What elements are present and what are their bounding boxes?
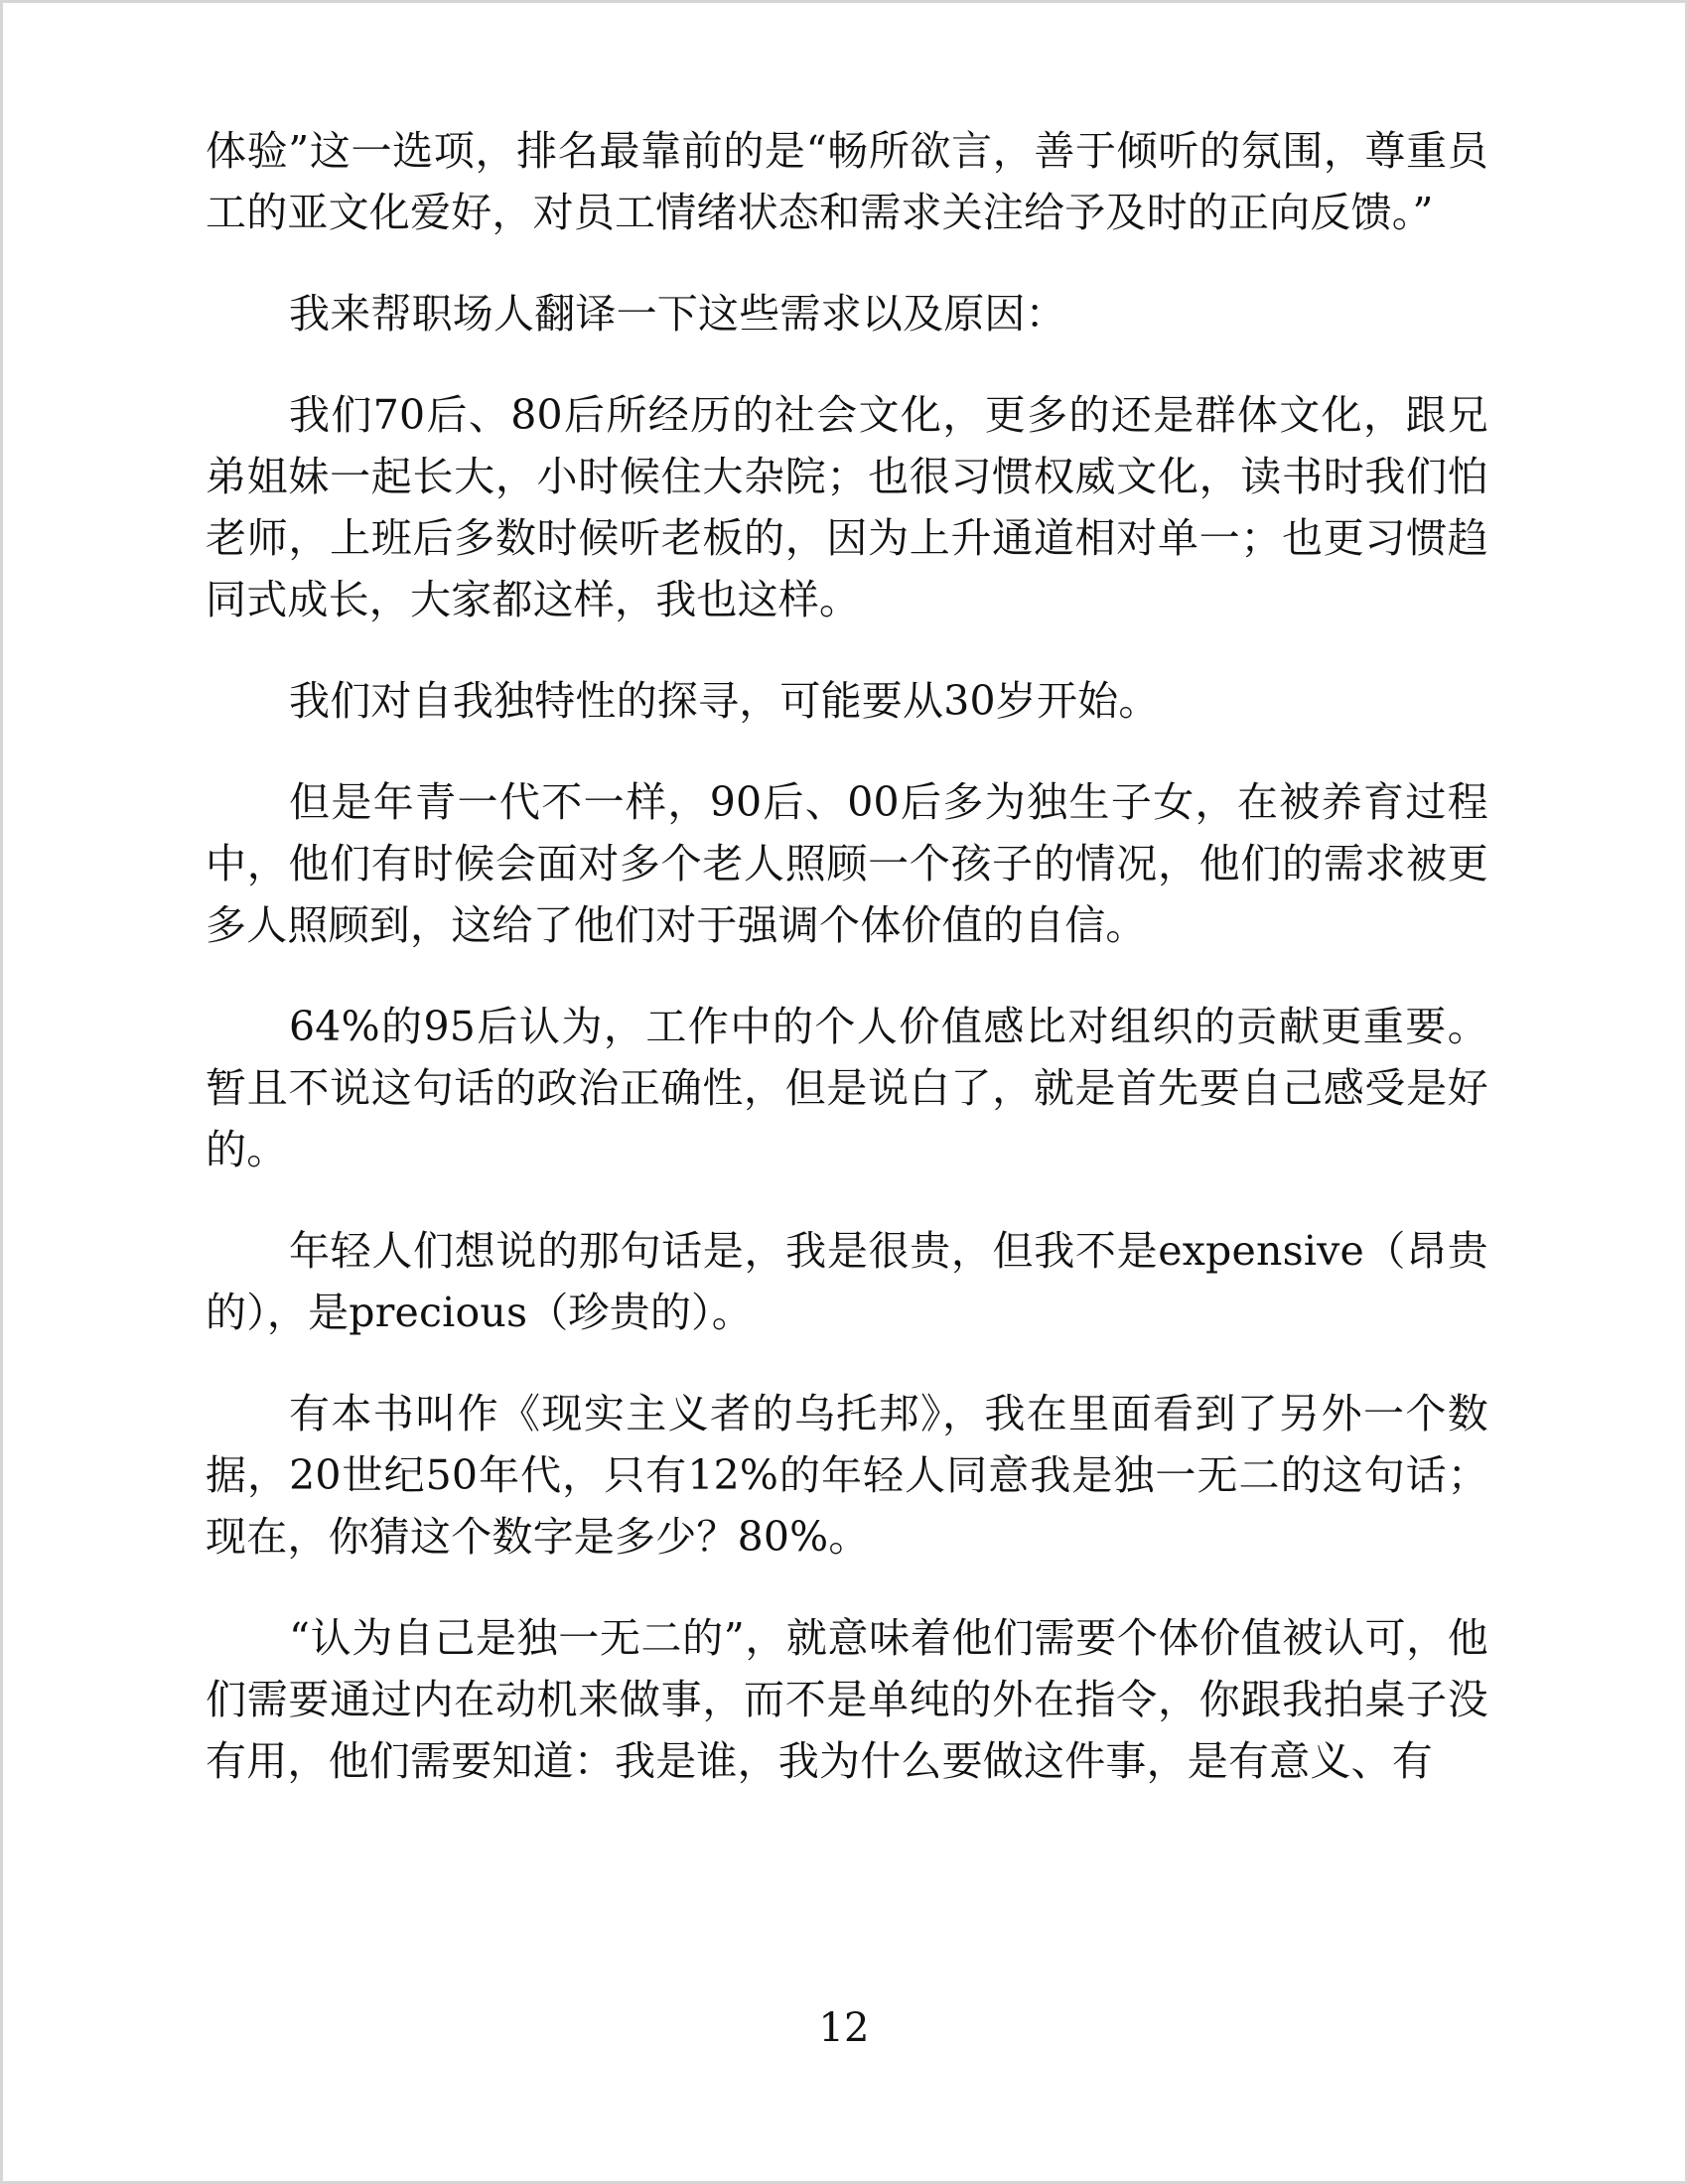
- paragraph-70s-80s-culture: 我们70后、80后所经历的社会文化，更多的还是群体文化，跟兄弟姐妹一起长大，小时候住大杂院；也很习惯权威文化，读书时我们怕老师，上班后多数时候听老板的，因为上升通道相对单一；也更习惯趋同式成长，大家都这样，我也这样。: [206, 391, 1488, 623]
- paragraph-self-uniqueness-age30: 我们对自我独特性的探寻，可能要从30岁开始。: [289, 677, 1160, 725]
- paragraph-utopia-book: 有本书叫作《现实主义者的乌托邦》，我在里面看到了另外一个数据，20世纪50年代，只有12%的年轻人同意我是独一无二的这句话；现在，你猜这个数字是多少？80%。: [206, 1390, 1488, 1561]
- paragraph-90s-00s-only-children: 但是年青一代不一样，90后、00后多为独生子女，在被养育过程中，他们有时候会面对多个老人照顾一个孩子的情况，他们的需求被更多人照顾到，这给了他们对于强调个体价值的自信。: [206, 778, 1488, 949]
- paragraph-expensive-precious: 年轻人们想说的那句话是，我是很贵，但我不是expensive（昂贵的），是precious（珍贵的）。: [206, 1227, 1488, 1336]
- paragraph-unique-meaning: “认为自己是独一无二的”，就意味着他们需要个体价值被认可，他们需要通过内在动机来做事，而不是单纯的外在指令，你跟我拍桌子没有用，他们需要知道：我是谁，我为什么要做这件事，是有意义、有: [206, 1614, 1488, 1785]
- paragraph-continuation-quote: 体验”这一选项，排名最靠前的是“畅所欲言，善于倾听的氛围，尊重员工的亚文化爱好，对员工情绪状态和需求关注给予及时的正向反馈。”: [206, 127, 1488, 236]
- body-text-column: [206, 120, 1488, 1792]
- paragraph-64-percent-95s: 64%的95后认为，工作中的个人价值感比对组织的贡献更重要。暂且不说这句话的政治正确性，但是说白了，就是首先要自己感受是好的。: [206, 1003, 1488, 1173]
- paragraph-translate-intro: 我来帮职场人翻译一下这些需求以及原因：: [289, 290, 1066, 338]
- page-number: 12: [818, 2005, 870, 2051]
- page-canvas: [3, 3, 1685, 2181]
